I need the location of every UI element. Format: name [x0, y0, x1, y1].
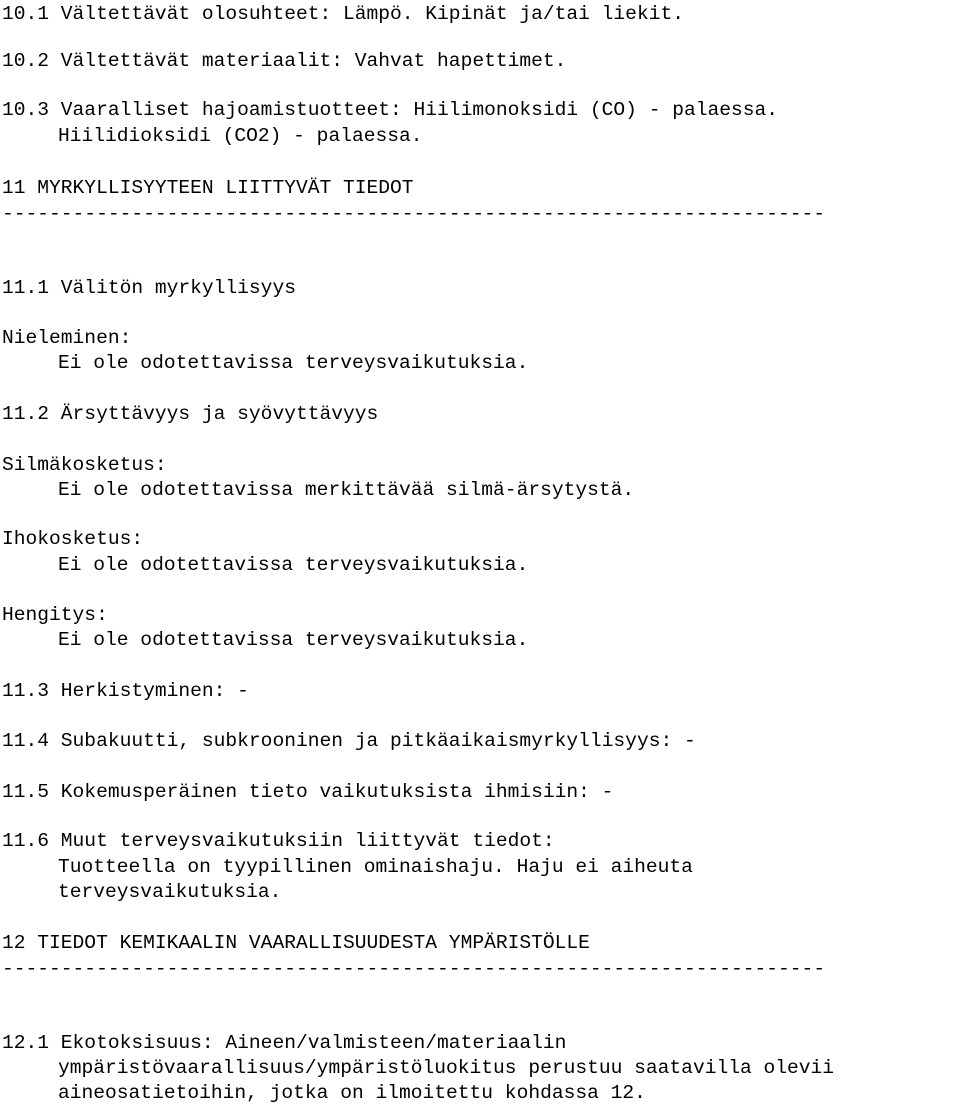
- section-divider: ----------------------------------------------------------------------: [2, 958, 826, 980]
- skin-contact-label: Ihokosketus:: [2, 528, 144, 550]
- section-12-1: 12.1 Ekotoksisuus: Aineen/valmisteen/materiaalin: [2, 1032, 567, 1054]
- ingestion-label: Nieleminen:: [2, 327, 132, 349]
- section-12-1-text: ympäristövaarallisuus/ympäristöluokitus perustuu saatavilla olevii: [58, 1057, 835, 1079]
- section-10-1: 10.1 Vältettävät olosuhteet: Lämpö. Kipinät ja/tai liekit.: [2, 3, 684, 25]
- section-divider: ----------------------------------------------------------------------: [2, 203, 826, 225]
- section-11-5: 11.5 Kokemusperäinen tieto vaikutuksista ihmisiin: -: [2, 781, 614, 803]
- section-11-heading: 11 MYRKYLLISYYTEEN LIITTYVÄT TIEDOT: [2, 177, 414, 199]
- section-12-1-text-continuation: aineosatietoihin, jotka on ilmoitettu kohdassa 12.: [58, 1082, 646, 1104]
- section-11-6-text-continuation: terveysvaikutuksia.: [58, 881, 282, 903]
- section-11-6-text: Tuotteella on tyypillinen ominaishaju. Haju ei aiheuta: [58, 856, 693, 878]
- section-12-heading: 12 TIEDOT KEMIKAALIN VAARALLISUUDESTA YMPÄRISTÖLLE: [2, 932, 590, 954]
- section-11-2: 11.2 Ärsyttävyys ja syövyttävyys: [2, 403, 379, 425]
- section-11-1: 11.1 Välitön myrkyllisyys: [2, 277, 296, 299]
- eye-contact-label: Silmäkosketus:: [2, 454, 167, 476]
- section-10-2: 10.2 Vältettävät materiaalit: Vahvat hapettimet.: [2, 50, 567, 72]
- section-11-4: 11.4 Subakuutti, subkrooninen ja pitkäaikaismyrkyllisyys: -: [2, 730, 696, 752]
- ingestion-text: Ei ole odotettavissa terveysvaikutuksia.: [58, 352, 529, 374]
- inhalation-text: Ei ole odotettavissa terveysvaikutuksia.: [58, 629, 529, 651]
- section-11-6: 11.6 Muut terveysvaikutuksiin liittyvät tiedot:: [2, 830, 555, 852]
- section-10-3-continuation: Hiilidioksidi (CO2) - palaessa.: [58, 125, 423, 147]
- inhalation-label: Hengitys:: [2, 604, 108, 626]
- section-11-3: 11.3 Herkistyminen: -: [2, 680, 249, 702]
- skin-contact-text: Ei ole odotettavissa terveysvaikutuksia.: [58, 554, 529, 576]
- section-10-3: 10.3 Vaaralliset hajoamistuotteet: Hiilimonoksidi (CO) - palaessa.: [2, 99, 779, 121]
- eye-contact-text: Ei ole odotettavissa merkittävää silmä-ärsytystä.: [58, 479, 635, 501]
